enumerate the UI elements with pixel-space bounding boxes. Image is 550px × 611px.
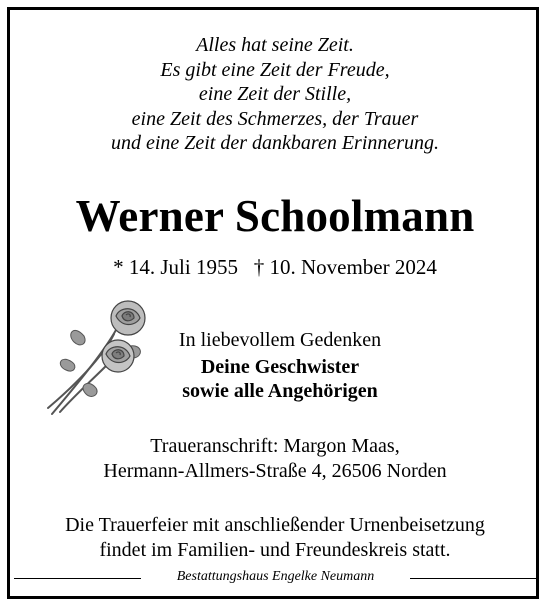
poem	[0, 33, 550, 156]
funeral-home: Bestattungshaus Engelke Neumann	[176, 569, 375, 584]
mourners-block	[160, 328, 400, 403]
address-line: Traueranschrift: Margon Maas,	[150, 435, 400, 457]
poem-line: Alles hat seine Zeit.	[196, 34, 354, 56]
footer-divider	[410, 578, 536, 579]
deceased-name: Werner Schoolmann	[75, 191, 475, 241]
ceremony-notice	[0, 513, 550, 563]
ceremony-line: findet im Familien- und Freundeskreis statt.	[99, 539, 451, 561]
mourning-address	[0, 434, 550, 484]
footer-divider	[14, 578, 141, 579]
poem-line: und eine Zeit der dankbaren Erinnerung.	[110, 132, 440, 154]
mourners-intro: In liebevollem Gedenken	[178, 329, 382, 351]
poem-line: eine Zeit der Stille,	[198, 83, 352, 105]
rose-illustration-icon	[44, 296, 156, 418]
ceremony-line: Die Trauerfeier mit anschließender Urnenbeisetzung	[65, 514, 485, 536]
poem-line: eine Zeit des Schmerzes, der Trauer	[131, 107, 419, 130]
poem-line: Es gibt eine Zeit der Freude,	[160, 58, 390, 81]
life-dates: * 14. Juli 1955 † 10. November 2024	[113, 255, 437, 279]
address-line: Hermann-Allmers-Straße 4, 26506 Norden	[103, 460, 447, 482]
mourners-line: Deine Geschwister	[200, 356, 360, 378]
mourners-line: sowie alle Angehörigen	[182, 380, 378, 402]
